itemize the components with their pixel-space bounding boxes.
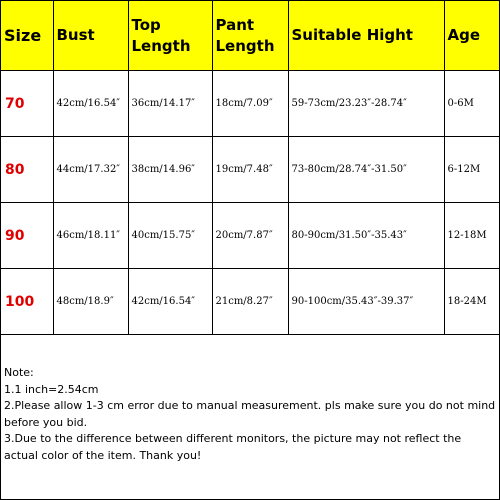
size-cell: 80 — [1, 137, 53, 203]
table-row — [1, 269, 499, 335]
top-length-cell: 42cm/16.54″ — [128, 269, 212, 335]
header-pant-length: Pant Length — [212, 1, 288, 71]
header-top-length: Top Length — [128, 1, 212, 71]
header-row — [1, 1, 499, 71]
note-item: 3.Due to the difference between different monitors, the picture may not reflect the actual color of the item. Thank you! — [4, 432, 462, 462]
pant-length-cell: 18cm/7.09″ — [212, 71, 288, 137]
note-item: 1.1 inch=2.54cm — [4, 382, 99, 396]
notes-section — [4, 365, 496, 464]
pant-length-cell: 21cm/8.27″ — [212, 269, 288, 335]
suitable-height-cell: 90-100cm/35.43″-39.37″ — [288, 269, 444, 335]
header-size: Size — [1, 1, 53, 71]
header-suitable-height: Suitable Hight — [288, 1, 444, 71]
age-cell: 18-24M — [444, 269, 499, 335]
bust-cell: 48cm/18.9″ — [53, 269, 128, 335]
size-cell: 90 — [1, 203, 53, 269]
age-cell: 0-6M — [444, 71, 499, 137]
age-cell: 6-12M — [444, 137, 499, 203]
top-length-cell: 36cm/14.17″ — [128, 71, 212, 137]
bust-cell: 44cm/17.32″ — [53, 137, 128, 203]
bust-cell: 46cm/18.11″ — [53, 203, 128, 269]
suitable-height-cell: 59-73cm/23.23″-28.74″ — [288, 71, 444, 137]
size-cell: 70 — [1, 71, 53, 137]
bust-cell: 42cm/16.54″ — [53, 71, 128, 137]
size-cell: 100 — [1, 269, 53, 335]
table-row — [1, 71, 499, 137]
age-cell: 12-18M — [444, 203, 499, 269]
table-row — [1, 137, 499, 203]
size-table — [1, 1, 499, 335]
top-length-cell: 40cm/15.75″ — [128, 203, 212, 269]
pant-length-cell: 19cm/7.48″ — [212, 137, 288, 203]
notes-heading: Note: — [4, 366, 34, 379]
table-row — [1, 203, 499, 269]
pant-length-cell: 20cm/7.87″ — [212, 203, 288, 269]
note-item: 2.Please allow 1-3 cm error due to manual measurement. pls make sure you do not mind before you bid. — [4, 399, 496, 429]
header-age: Age — [444, 1, 499, 71]
suitable-height-cell: 73-80cm/28.74″-31.50″ — [288, 137, 444, 203]
top-length-cell: 38cm/14.96″ — [128, 137, 212, 203]
header-bust: Bust — [53, 1, 128, 71]
suitable-height-cell: 80-90cm/31.50″-35.43″ — [288, 203, 444, 269]
